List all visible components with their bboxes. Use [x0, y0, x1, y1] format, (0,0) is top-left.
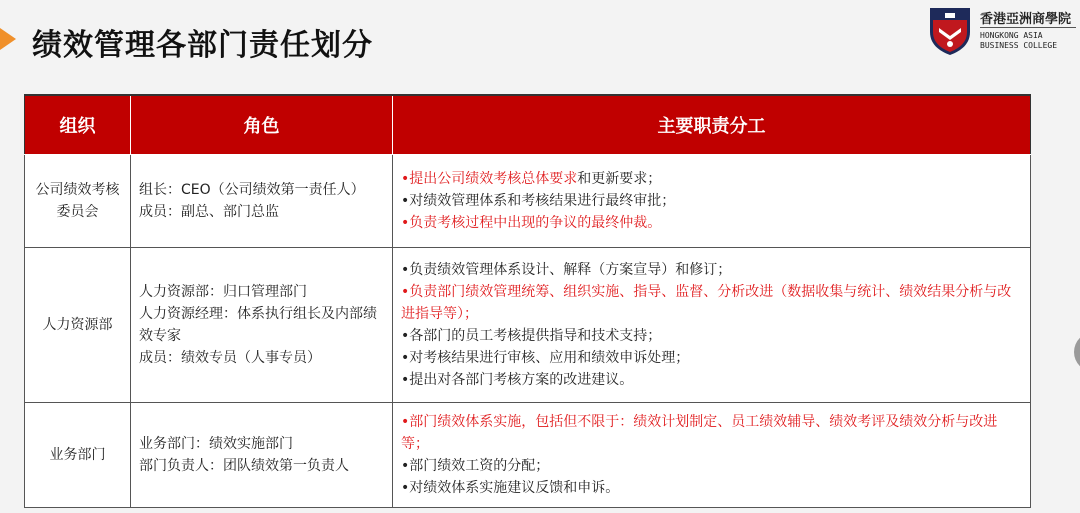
org-cell: 人力资源部 [25, 248, 131, 403]
duty-line [401, 281, 1022, 325]
duty-text: •对绩效管理体系和考核结果进行最终审批； [401, 193, 676, 209]
role-line: 部门负责人：团队绩效第一负责人 [139, 458, 349, 474]
logo-chinese-name: 香港亞洲商學院 [980, 12, 1072, 27]
duty-line [401, 347, 1022, 369]
duty-line [401, 190, 1022, 212]
duty-line [401, 477, 1022, 499]
header-role: 角色 [131, 95, 393, 155]
duty-highlight: •部门绩效体系实施，包括但不限于：绩效计划制定、员工绩效辅导、绩效考评及绩效分析与改进等； [401, 414, 998, 452]
duty-highlight: •负责考核过程中出现的争议的最终仲裁。 [401, 215, 662, 231]
role-cell [131, 248, 393, 403]
org-cell: 公司绩效考核委员会 [25, 155, 131, 248]
logo-english-line-1: HONGKONG ASIA [980, 31, 1043, 40]
duty-line [401, 168, 1022, 190]
duty-line [401, 212, 1022, 234]
logo-english-line-2: BUSINESS COLLEGE [980, 41, 1058, 50]
responsibility-table [24, 94, 1031, 508]
role-line: 成员：绩效专员（人事专员） [139, 350, 321, 366]
org-cell: 业务部门 [25, 403, 131, 508]
duty-line [401, 455, 1022, 477]
role-line: 成员：副总、部门总监 [139, 204, 279, 220]
duty-cell [393, 155, 1031, 248]
duty-text: •负责绩效管理体系设计、解释（方案宣导）和修订； [401, 262, 732, 278]
role-cell [131, 403, 393, 508]
duty-text: •提出对各部门考核方案的改进建议。 [401, 372, 634, 388]
duty-highlight: •提出公司绩效考核总体要求 [401, 171, 578, 187]
role-line: 人力资源部：归口管理部门 [139, 284, 307, 300]
table-row [25, 248, 1031, 403]
logo-english-name [980, 31, 1057, 51]
role-line: 人力资源经理：体系执行组长及内部绩效专家 [139, 306, 377, 344]
logo-divider [980, 27, 1076, 28]
duty-line [401, 259, 1022, 281]
role-line: 业务部门：绩效实施部门 [139, 436, 293, 452]
duty-line [401, 411, 1022, 455]
duty-line [401, 369, 1022, 391]
table-header-row [25, 95, 1031, 155]
duty-text: •对绩效体系实施建议反馈和申诉。 [401, 480, 620, 496]
duty-highlight: •负责部门绩效管理统筹、组织实施、指导、监督、分析改进（数据收集与统计、绩效结果分析与改进指导等）； [401, 284, 1012, 322]
header-duties: 主要职责分工 [393, 95, 1031, 155]
table-row [25, 155, 1031, 248]
role-cell [131, 155, 393, 248]
duty-text: 和更新要求； [577, 171, 662, 187]
duty-cell [393, 248, 1031, 403]
duty-text: •对考核结果进行审核、应用和绩效申诉处理； [401, 350, 690, 366]
title-arrow-icon [0, 28, 16, 50]
table-row [25, 403, 1031, 508]
shield-crest-icon [928, 6, 972, 56]
duty-text: •部门绩效工资的分配； [401, 458, 550, 474]
duty-cell [393, 403, 1031, 508]
duty-line [401, 325, 1022, 347]
duty-text: •各部门的员工考核提供指导和技术支持； [401, 328, 662, 344]
college-logo [928, 6, 1078, 58]
page-title: 绩效管理各部门责任划分 [32, 28, 373, 63]
role-line: 组长：CEO（公司绩效第一责任人） [139, 182, 365, 198]
side-nav-button[interactable] [1074, 332, 1080, 372]
header-org: 组织 [25, 95, 131, 155]
